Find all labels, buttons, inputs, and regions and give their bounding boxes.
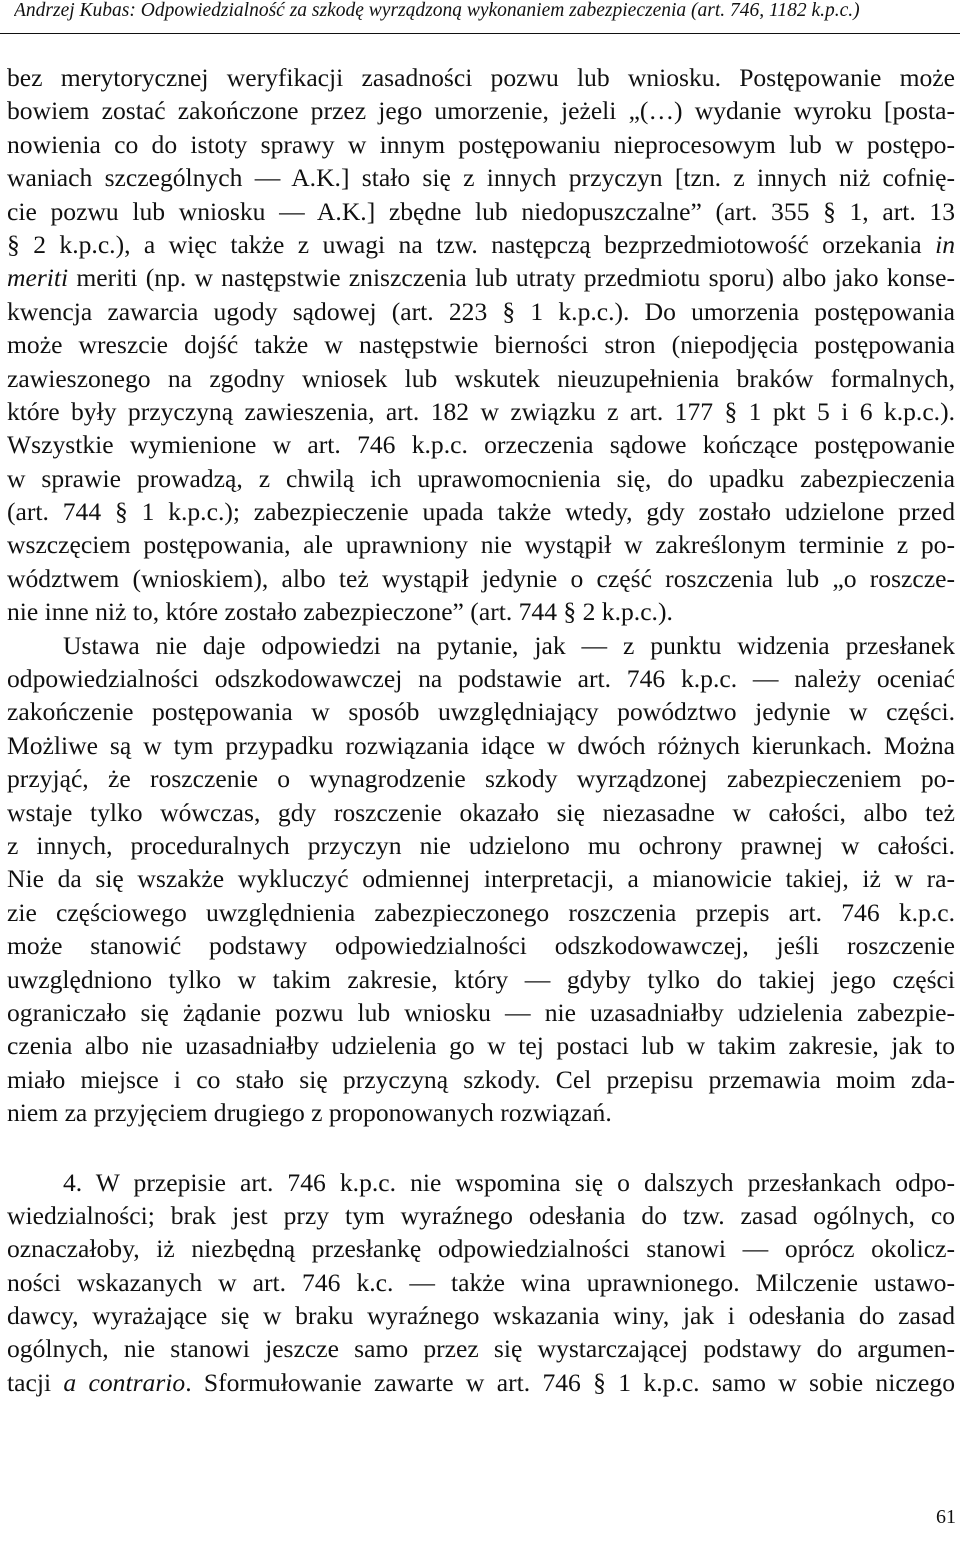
italic-fragment: a contrario [63, 1367, 186, 1397]
text-fragment: tacji [7, 1367, 52, 1397]
text-line: cie pozwu lub wniosku — A.K.] zbędne lub niedopuszczalne” (art. 355 § 1, art. 13 [7, 196, 955, 226]
text-line: nowienia co do istoty sprawy w innym postępowaniu nieprocesowym lub w postępo- [7, 129, 955, 159]
text-line: bowiem zostać zakończone przez jego umorzenie, jeżeli „(…) wydanie wyroku [posta- [7, 96, 955, 126]
text-fragment: . Sformułowanie zawarte w art. 746 § 1 k.p.c. samo w sobie niczego [185, 1367, 955, 1397]
text-line: wstaje tylko wówczas, gdy roszczenie okazało się niezasadne w całości, albo też [7, 797, 955, 827]
text-line [7, 228, 955, 261]
text-fragment: meriti (np. w następstwie zniszczenia lub utraty przedmiotu sporu) albo jako konse- [76, 263, 955, 293]
text-line: czenia albo nie uzasadniałby udzielenia go w tej postaci lub w takim zakresie, jak to [7, 1031, 955, 1061]
text-line: ograniczało się żądanie pozwu lub wniosku — nie uzasadniałby udzielenia zabezpie- [7, 997, 955, 1027]
text-fragment: § 2 k.p.c.), a więc także z uwagi na tzw. następczą bezprzedmiotowość orzekania [7, 229, 922, 259]
text-line: Wszystkie wymienione w art. 746 k.p.c. orzeczenia sądowe kończące postępowanie [7, 430, 955, 460]
page-body [7, 61, 955, 1399]
text-line: Nie da się wszakże wykluczyć odmiennej interpretacji, a mianowicie takiej, iż w ra- [7, 864, 955, 894]
text-line: może wreszcie dojść także w następstwie bierności stron (niepodjęcia postępowania [7, 330, 955, 360]
running-title: Andrzej Kubas: Odpowiedzialność za szkodę wyrządzoną wykonaniem zabezpieczenia (art. 746, 1182 k.p.c.) [14, 0, 860, 21]
text-line: Ustawa nie daje odpowiedzi na pytanie, jak — z punktu widzenia przesłanek [63, 630, 955, 660]
page-number: 61 [936, 1506, 956, 1528]
text-line: nie inne niż to, które zostało zabezpieczone” (art. 744 § 2 k.p.c.). [7, 597, 673, 627]
text-line: bez merytorycznej weryfikacji zasadności pozwu lub wniosku. Postępowanie może [7, 63, 955, 92]
text-line: odpowiedzialności odszkodowawczej na podstawie art. 746 k.p.c. — należy oceniać [7, 664, 955, 694]
text-line: uwzględniono tylko w takim zakresie, który — gdyby tylko do takiej jego części [7, 964, 955, 994]
running-header [14, 0, 960, 33]
text-line: niem za przyjęciem drugiego z proponowanych rozwiązań. [7, 1098, 612, 1128]
italic-fragment: meriti [7, 263, 69, 293]
text-line: Możliwe są w tym przypadku rozwiązania idące w dwóch różnych kierunkach. Można [7, 730, 955, 760]
text-line: zie częściowego uwzględnienia zabezpieczonego roszczenia przepis art. 746 k.p.c. [7, 897, 955, 927]
text-line: przyjąć, że roszczenie o wynagrodzenie szkody wyrządzonej zabezpieczeniem po- [7, 764, 955, 794]
text-line: (art. 744 § 1 k.p.c.); zabezpieczenie upada także wtedy, gdy zostało udzielone przed [7, 497, 955, 527]
text-line: z innych, proceduralnych przyczyn nie udzielono mu ochrony prawnej w całości. [7, 830, 955, 860]
italic-fragment: in [935, 229, 955, 259]
text-line: może stanowić podstawy odpowiedzialności odszkodowawczej, jeśli roszczenie [7, 931, 955, 961]
text-line: zakończenie postępowania w sposób uwzględniający powództwo jedynie w części. [7, 697, 955, 727]
text-line [7, 261, 955, 294]
text-line: kwencja zawarcia ugody sądowej (art. 223 § 1 k.p.c.). Do umorzenia postępowania [7, 296, 955, 326]
text-line: ności wskazanych w art. 746 k.c. — także wina uprawnionego. Milczenie ustawo- [7, 1267, 955, 1297]
header-divider [0, 33, 960, 34]
text-line: waniach szczególnych — A.K.] stało się z innych przyczyn [tzn. z innych niż cofnię- [7, 163, 955, 193]
text-line [7, 1366, 955, 1399]
text-line: w sprawie prowadzą, z chwilą ich uprawomocnienia się, do upadku zabezpieczenia [7, 463, 955, 493]
text-line: wództwem (wnioskiem), albo też wystąpił jedynie o część roszczenia lub „o roszcze- [7, 563, 955, 593]
section-gap [7, 1130, 955, 1166]
text-line: wiedzialności; brak jest przy tym wyraźnego odesłania do tzw. zasad ogólnych, co [7, 1200, 955, 1230]
text-line: zawieszonego na zgodny wniosek lub wskutek nieuzupełnienia braków formalnych, [7, 363, 955, 393]
text-line: dawcy, wyrażające się w braku wyraźnego wskazania winy, jak i odesłania do zasad [7, 1301, 955, 1331]
text-line: 4. W przepisie art. 746 k.p.c. nie wspomina się o dalszych przesłankach odpo- [63, 1167, 955, 1197]
text-line: wszczęciem postępowania, ale uprawniony nie wystąpił w zakreślonym terminie z po- [7, 530, 955, 560]
text-line: ogólnych, nie stanowi jeszcze samo przez się wystarczającej podstawy do argumen- [7, 1334, 955, 1364]
text-line: miało miejsce i co stało się przyczyną szkody. Cel przepisu przemawia moim zda- [7, 1064, 955, 1094]
text-line: które były przyczyną zawieszenia, art. 182 w związku z art. 177 § 1 pkt 5 i 6 k.p.c.). [7, 396, 955, 426]
text-line: oznaczałoby, iż niezbędną przesłankę odpowiedzialności stanowi — oprócz okolicz- [7, 1234, 955, 1264]
